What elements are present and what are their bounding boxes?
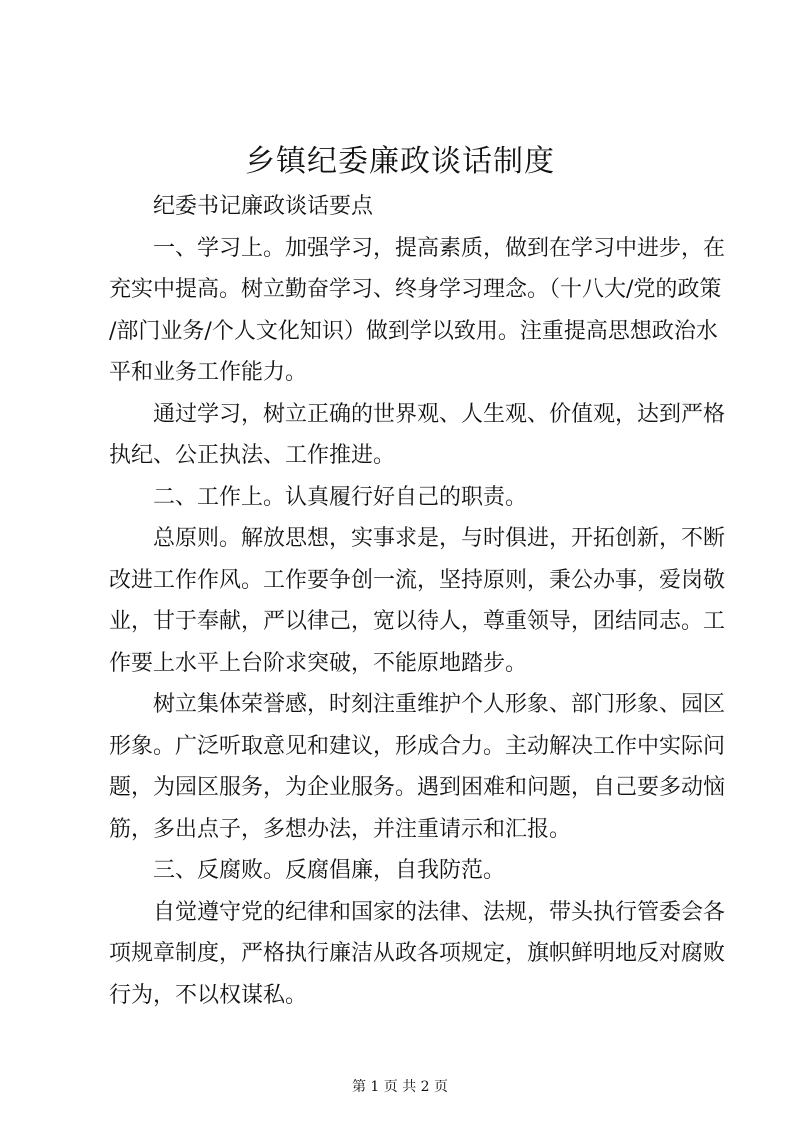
text-line: 形象。广泛听取意见和建议，形成合力。主动解决工作中实际问	[109, 733, 726, 759]
paragraph	[109, 228, 726, 394]
text-line: 充实中提高。树立勤奋学习、终身学习理念。（十八大/党的政策	[109, 277, 722, 302]
paragraph	[109, 518, 726, 684]
text-line: 业，甘于奉献，严以律己，宽以待人，尊重领导，团结同志。工	[109, 609, 726, 634]
paragraph	[109, 684, 726, 850]
text-line: 总原则。解放思想，实事求是，与时俱进，开拓创新，不断	[153, 526, 726, 551]
document-body	[109, 186, 726, 1016]
paragraph	[109, 186, 709, 228]
text-line: 题，为园区服务，为企业服务。遇到困难和问题，自己要多动恼	[109, 775, 726, 800]
text-line: 一、学习上。加强学习，提高素质，做到在学习中进步，在	[153, 235, 726, 261]
text-line: 执纪、公正执法、工作推进。	[109, 443, 396, 468]
text-line: 改进工作作风。工作要争创一流，坚持原则，秉公办事，爱岗敬	[109, 567, 726, 593]
text-line: 作要上水平上台阶求突破，不能原地踏步。	[109, 650, 528, 676]
text-line: /部门业务/个人文化知识）做到学以致用。注重提高思想政治水	[109, 318, 718, 344]
text-line: 平和业务工作能力。	[109, 360, 308, 385]
page-footer: 第 1 页 共 2 页	[351, 1079, 449, 1095]
text-line: 筋，多出点子，多想办法，并注重请示和汇报。	[109, 816, 572, 842]
paragraph	[109, 477, 709, 519]
paragraph	[109, 394, 726, 477]
document-title: 乡镇纪委廉政谈话制度	[245, 144, 555, 179]
paragraph	[109, 892, 726, 1017]
paragraph	[109, 850, 709, 892]
text-line: 项规章制度，严格执行廉洁从政各项规定，旗帜鲜明地反对腐败	[109, 941, 726, 966]
text-line: 三、反腐败。反腐倡廉，自我防范。	[153, 858, 506, 883]
text-line: 通过学习，树立正确的世界观、人生观、价值观，达到严格	[153, 401, 726, 427]
text-line: 树立集体荣誉感，时刻注重维护个人形象、部门形象、园区	[153, 692, 726, 717]
text-line: 自觉遵守党的纪律和国家的法律、法规，带头执行管委会各	[153, 899, 726, 925]
text-line: 行为，不以权谋私。	[109, 982, 308, 1008]
text-line: 纪委书记廉政谈话要点	[153, 194, 374, 219]
text-line: 二、工作上。认真履行好自己的职责。	[153, 484, 528, 510]
